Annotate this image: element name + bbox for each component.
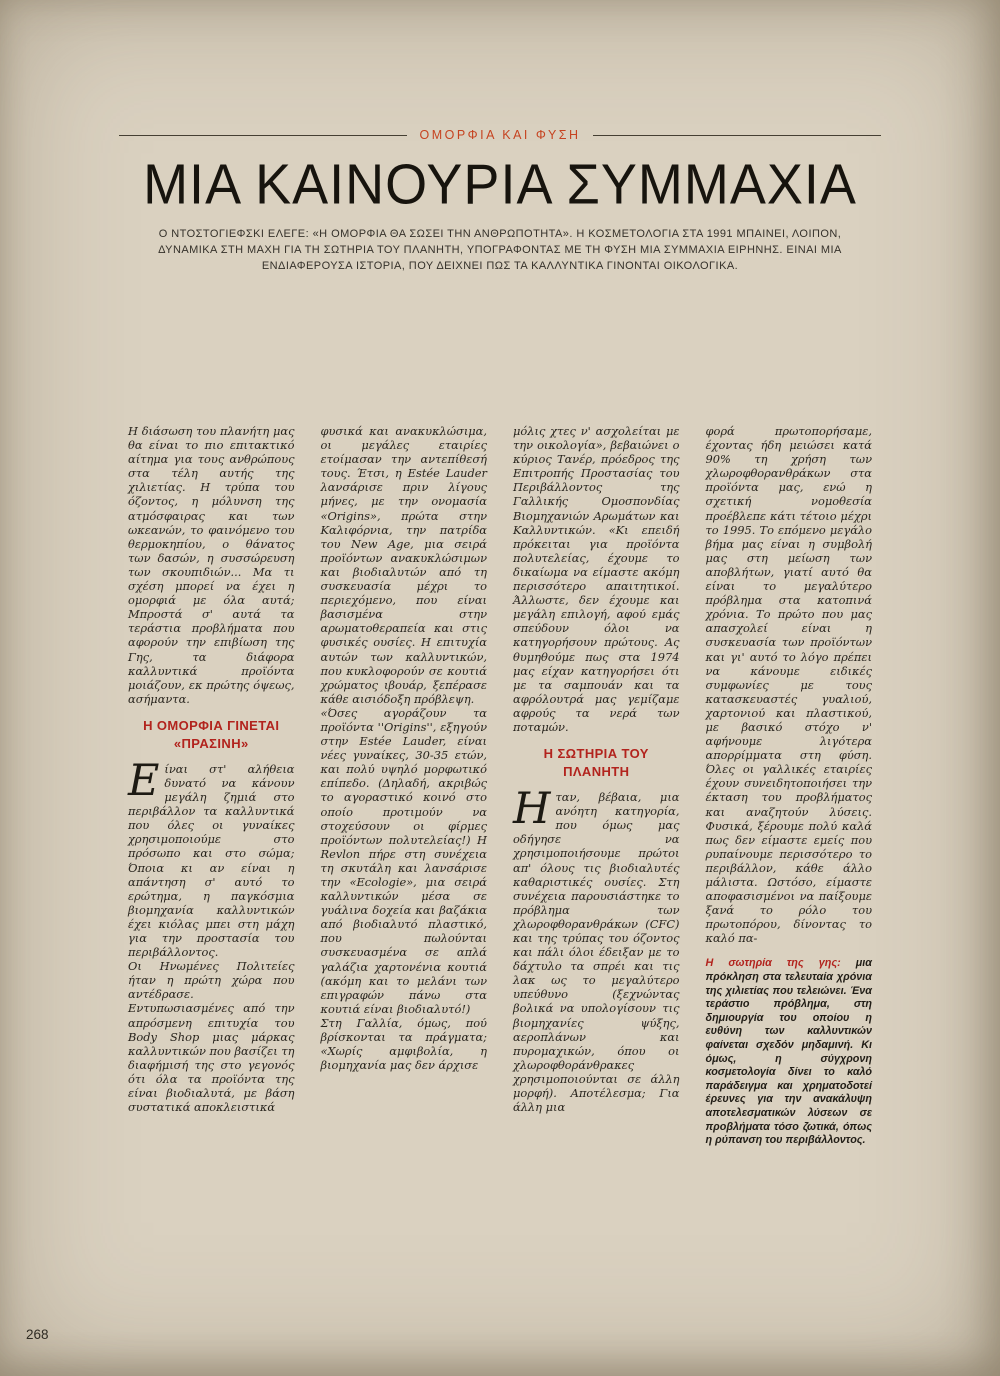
paragraph-with-dropcap <box>128 755 295 960</box>
paragraph-text: ταν, βέβαια, μια ανόητη κατηγορία, που όμως μας οδήγησε να χρησιμοποιήσουμε πρώτοι απ' όλους τις βιοδιαλυτές καθαριστικές ουσίες. Στη συνέχεια παρουσιάστηκε το πρόβλημα των χλωροφθορανθράκων (CFC) και της τρύπας του όζοντος και πάλι όλοι έδειξαν με το δάχτυλο τα σπρέι και τις λακ ως το μεγαλύτερο υπεύθυνο (ξεχνώντας βολικά να υπολογίσουν τις βιομηχανίες ψύξης, αεροπλάνων και πυρομαχικών, όπου οι χλωροφθοράνθρακες χρησιμοποιούνται σε άλλη μορφή). Αποτέλεσμα; Για άλλη μια <box>513 790 680 1115</box>
kicker-row <box>119 128 881 142</box>
column-3 <box>513 424 680 1159</box>
caption-lead: Η σωτηρία της γης: <box>705 957 841 970</box>
paragraph: μόλις χτες ν' ασχολείται με την οικολογία», βεβαιώνει ο κύριος Τανέρ, πρόεδρος της Επιτροπής Προστασίας του Περιβάλλοντος της Γαλλικής Ομοσπονδίας Βιομηχανιών Αρωμάτων και Καλλυντικών. «Κι επειδή πρόκειται για προϊόντα πολυτελείας, έχουμε το δικαίωμα να είμαστε ακόμη περισσότερο απαιτητικοί. Άλλωστε, δεν έχουμε και μεγάλη επιλογή, αφού εμάς σπεύδουν όλοι να κατηγορήσουν πρώτους. Ας θυμηθούμε πως στα 1974 μας είχαν κατηγορήσει ότι με τα σαμπουάν και τα αφρόλουτρά μας γεμίζαμε αφρούς τα νερά των ποταμών. <box>513 424 680 734</box>
column-1 <box>128 424 295 1159</box>
headline: ΜΙΑ ΚΑΙΝΟΥΡΙΑ ΣΥΜΜΑΧΙΑ <box>143 153 857 217</box>
paragraph: «Όσες αγοράζουν τα προϊόντα ''Origins'', εξηγούν στην Estée Lauder, είναι νέες γυναίκες, 30-35 ετών, και πολύ υψηλό μορφωτικό επίπεδο. (Δηλαδή, ακριβώς το αγοραστικό κοινό στο οποίο προτιμούν να στοχεύσουν οι φίρμες προϊόντων πολυτελείας!) Η Revlon πήρε στη συνέχεια τη σκυτάλη και λανσάρισε την «Ecologie», μια σειρά καλλυντικών μέσα σε γυάλινα δοχεία και βαζάκια από βιοδιαλυτό πλαστικό, που πωλούνται συσκευασμένα σε απλά γαλάζια χαρτονένια κουτιά (ακόμη και το μελάνι των επιγραφών πάνω στα κουτιά είναι βιοδιαλυτό!) <box>320 705 487 1016</box>
dropcap-eta: Η <box>513 784 551 835</box>
paragraph: Οι Ηνωμένες Πολιτείες ήταν η πρώτη χώρα που αντέδρασε. Εντυπωσιασμένες από την απρόσμενη επιτυχία του Body Shop μιας μάρκας καλλυντικών που βασίζει τη διαφήμισή της στο γεγονός ότι όλα τα προϊόντα της είναι βιοδιαλυτά, με βάση συστατικά αποκλειστικά <box>128 959 295 1115</box>
subheading-beauty-goes-green: Η ΟΜΟΡΦΙΑ ΓΙΝΕΤΑΙ «ΠΡΑΣΙΝΗ» <box>143 717 280 751</box>
column-2 <box>321 424 488 1159</box>
subheading-saving-the-planet: Η ΣΩΤΗΡΙΑ ΤΟΥ ΠΛΑΝΗΤΗ <box>543 746 649 780</box>
article-body <box>128 424 872 1159</box>
caption-text: μια πρόκληση στα τελευταία χρόνια της χιλιετίας που τελειώνει. Ένα τεράστιο πρόβλημα, στη δημιουργία του οποίου η ευθύνη των καλλυντικών φαίνεται σχεδόν μηδαμινή. Κι όμως, η σύγχρονη κοσμετολογία δίνει το καλό παράδειγμα και χρηματοδοτεί έρευνες για την ανακάλυψη αποτελεσματικών λύσεων σε προβλήματα τόσο ζωτικά, όπως η ρύπανση του περιβάλλοντος. <box>705 957 872 1147</box>
paragraph: φυσικά και ανακυκλώσιμα, οι μεγάλες εταιρίες ετοίμασαν την αντεπίθεσή τους. Έτσι, η Estée Lauder λανσάρισε πριν λίγους μήνες, με την ονομασία «Origins», πρώτα στην Καλιφόρνια, την πατρίδα του New Age, μια σειρά προϊόντων ανακυκλώσιμων και βιοδιαλυτών από τη συσκευασία μέχρι το περιεχόμενο, που είναι βασισμένα στην αρωματοθεραπεία και στις φυσικές ουσίες. Η επιτυχία αυτών των καλλυντικών, που κυκλοφορούν σε κουτιά χρώματος ιβουάρ, ξεπέρασε κάθε αισιόδοξη πρόβλεψη. <box>320 424 487 706</box>
paragraph-text: ίναι στ' αλήθεια δυνατό να κάνουν μεγάλη ζημιά στο περιβάλλον τα καλλυντικά που όλες οι γυναίκες χρησιμοποιούμε στο πρόσωπο και στο σώμα; Όποια κι αν είναι η απάντηση σ' αυτό το ερώτημα, η παγκόσμια βιομηχανία καλλυντικών έχει κιόλας μπει στη μάχη για την προστασία του περιβάλλοντος. <box>128 761 295 960</box>
paragraph: Στη Γαλλία, όμως, πού βρίσκονται τα πράγματα; «Χωρίς αμφιβολία, η βιομηχανία μας δεν άρχισε <box>320 1015 487 1073</box>
kicker-rule-left <box>119 135 407 136</box>
kicker-rule-right <box>593 135 881 136</box>
paragraph: φορά πρωτοπορήσαμε, έχοντας ήδη μειώσει κατά 90% τη χρήση των χλωροφθορανθράκων στα προϊόντα μας, ενώ η σχετική νομοθεσία προέβλεπε κάτι τέτοιο μέχρι το 1995. Το επόμενο μεγάλο βήμα μας είναι η συμβολή μας στη μείωση των αποβλήτων, γιατί αυτό θα είναι το μεγαλύτερο πρόβλημα στα κατοπινά χρόνια. Το πρώτο που μας απασχολεί είναι η συσκευασία των προϊόντων και γι' αυτό το λόγο πρέπει να κάνουμε ειδικές συμφωνίες με τους κατασκευαστές γυαλιού, χαρτονιού και πλαστικού, με βασικό στόχο ν' αφήνουμε λιγότερα απορρίμματα στη φύση. Όλες οι γαλλικές εταιρίες έχουν συνειδητοποιήσει την έκταση του προβλήματος και αναζητούν λύσεις. Φυσικά, ξέρουμε πολύ καλά πως δεν είμαστε εμείς που ρυπαίνουμε περισσότερο το περιβάλλον, κάθε άλλο μάλιστα. Ωστόσο, είμαστε αποφασισμένοι να παίξουμε ξανά το ρόλο του πρωτοπόρου, δίνοντας το καλό πα- <box>705 424 872 946</box>
paragraph-with-dropcap <box>513 784 680 1115</box>
column-4 <box>706 424 873 1159</box>
paragraph: Η διάσωση του πλανήτη μας θα είναι το πιο επιτακτικό αίτημα για τους ανθρώπους στα τέλη αυτής της χιλιετίας. Η τρύπα του όζοντος, η μόλυνση της ατμόσφαιρας και των ωκεανών, το φαινόμενο του θερμοκηπίου, ο θάνατος των δασών, η συσσώρευση των σκουπιδιών... Μα τι σχέση μπορεί να έχει η ομορφιά με όλα αυτά; Μπροστά σ' αυτά τα τεράστια προβλήματα που αφορούν την επιβίωση της Γης, τα διάφορα καλλυντικά προϊόντα μοιάζουν, εκ πρώτης όψεως, ασήμαντα. <box>128 424 295 706</box>
photo-caption <box>706 957 873 1147</box>
dek-paragraph: Ο ΝΤΟΣΤΟΓΙΕΦΣΚΙ ΕΛΕΓΕ: «Η ΟΜΟΡΦΙΑ ΘΑ ΣΩΣΕΙ ΤΗΝ ΑΝΘΡΩΠΟΤΗΤΑ». Η ΚΟΣΜΕΤΟΛΟΓΙΑ ΣΤΑ 1991 ΜΠΑΙΝΕΙ, ΛΟΙΠΟΝ, ΔΥΝΑΜΙΚΑ ΣΤΗ ΜΑΧΗ ΓΙΑ ΤΗ ΣΩΤΗΡΙΑ ΤΟΥ ΠΛΑΝΗΤΗ, ΥΠΟΓΡΑΦΟΝΤΑΣ ΜΕ ΤΗ ΦΥΣΗ ΜΙΑ ΣΥΜΜΑΧΙΑ ΕΙΡΗΝΗΣ. ΕΙΝΑΙ ΜΙΑ ΕΝΔΙΑΦΕΡΟΥΣΑ ΙΣΤΟΡΙΑ, ΠΟΥ ΔΕΙΧΝΕΙ ΠΩΣ ΤΑ ΚΑΛΛΥΝΤΙΚΑ ΓΙΝΟΝΤΑΙ ΟΙΚΟΛΟΓΙΚΑ. <box>158 228 842 272</box>
kicker-label: ΟΜΟΡΦΙΑ ΚΑΙ ΦΥΣΗ <box>419 128 581 142</box>
article-header <box>119 0 881 274</box>
page-number: 268 <box>26 1327 49 1342</box>
dropcap-epsilon: Ε <box>128 755 160 806</box>
